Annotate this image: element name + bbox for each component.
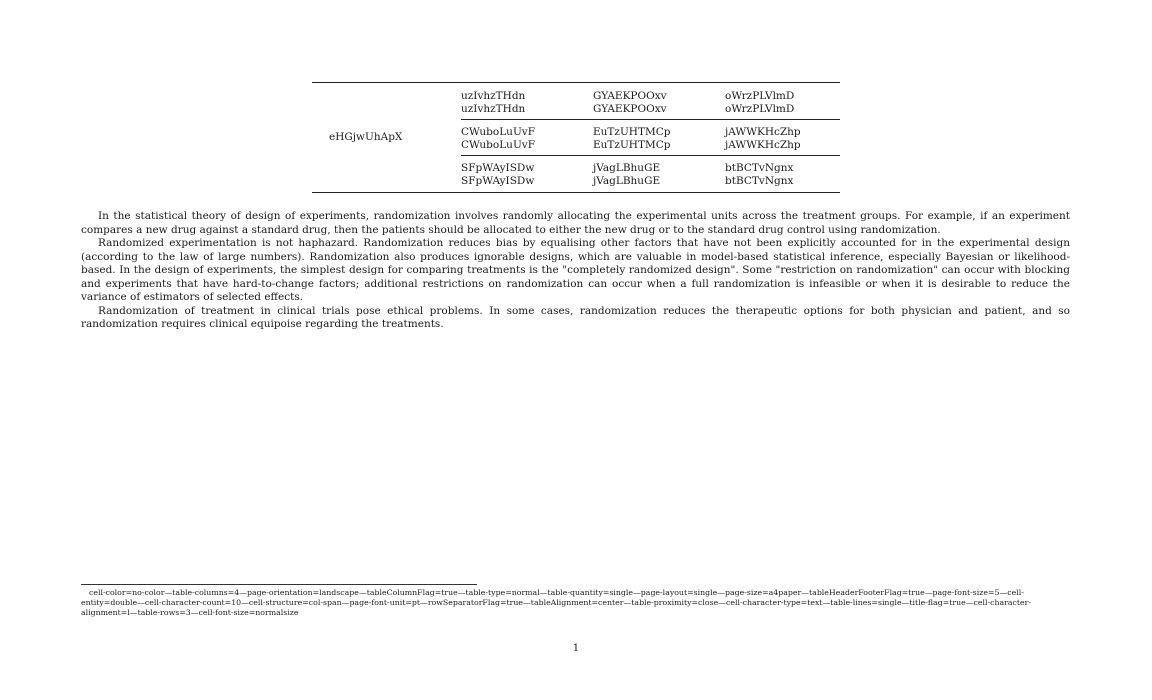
table-cell: SFpWAyISDw bbox=[461, 175, 535, 187]
table-row bbox=[312, 83, 840, 104]
table-cell: uzIvhzTHdn bbox=[461, 90, 526, 102]
paragraph: Randomization of treatment in clinical trials pose ethical problems. In some cases, randomization reduces the therapeutic options for both physician and patient, and so randomization requires clinical equipoise regarding the treatments. bbox=[81, 304, 1070, 330]
table-cell: GYAEKPOOxv bbox=[593, 90, 667, 102]
table-cell: btBCTvNgnx bbox=[725, 162, 794, 174]
table-cell: EuTzUHTMCp bbox=[593, 139, 725, 156]
table-cell: jVagLBhuGE bbox=[593, 175, 661, 187]
table-cell: CWuboLuUvF bbox=[461, 139, 593, 156]
table-span-cell: eHGjwUhApX bbox=[329, 131, 403, 143]
table-cell: oWrzPLVlmD bbox=[725, 90, 795, 102]
table-cell: oWrzPLVlmD bbox=[725, 103, 840, 120]
table-cell: jAWWKHcZhp bbox=[725, 126, 801, 138]
table-cell: EuTzUHTMCp bbox=[593, 126, 671, 138]
table-cell: jVagLBhuGE bbox=[593, 162, 661, 174]
table-cell: uzIvhzTHdn bbox=[461, 103, 593, 120]
table-cell: jAWWKHcZhp bbox=[725, 139, 840, 156]
body-text bbox=[81, 210, 1070, 332]
data-table-container bbox=[312, 82, 840, 193]
paragraph: Randomized experimentation is not haphazard. Randomization reduces bias by equalising other factors that have not been explicitly accounted for in the experimental design (according to the law of large numbers). Randomization also produces ignorable designs, which are valuable in model-based statistical inference, especially Bayesian or likelihood-based. In the design of experiments, the simplest design for comparing treatments is the "completely randomized design". Some "restriction on randomization" can occur with blocking and experiments that have hard-to-change factors; additional restrictions on randomization can occur when a full randomization is infeasible or when it is desirable to reduce the variance of estimators of selected effects. bbox=[81, 237, 1070, 303]
table-cell: btBCTvNgnx bbox=[725, 175, 794, 187]
paragraph: In the statistical theory of design of experiments, randomization involves randomly allocating the experimental units across the treatment groups. For example, if an experiment compares a new drug against a standard drug, then the patients should be allocated to either the new drug or to the standard drug control using randomization. bbox=[81, 210, 1070, 236]
page-number: 1 bbox=[572, 642, 580, 654]
data-table bbox=[312, 82, 840, 193]
footnote: cell-color=no-color—table-columns=4—page-orientation=landscape—tableColumnFlag=true—table-type=normal—table-quantity=single—page-layout=single—page-size=a4paper—tableHeaderFooterFlag=true—page-font-size=5—cell-entity=double—cell-character-count=10—cell-structure=col-span—page-font-unit=pt—rowSeparatorFlag=true—tableAlignment=center—table-proximity=close—cell-character-type=text—table-lines=single—title-flag=true—cell-character-alignment=l—table-rows=3—cell-font-size=normalsize bbox=[81, 588, 1032, 617]
table-cell: CWuboLuUvF bbox=[461, 126, 536, 138]
footnote-rule bbox=[81, 584, 477, 585]
table-cell: SFpWAyISDw bbox=[461, 162, 535, 174]
table-cell: GYAEKPOOxv bbox=[593, 103, 725, 120]
